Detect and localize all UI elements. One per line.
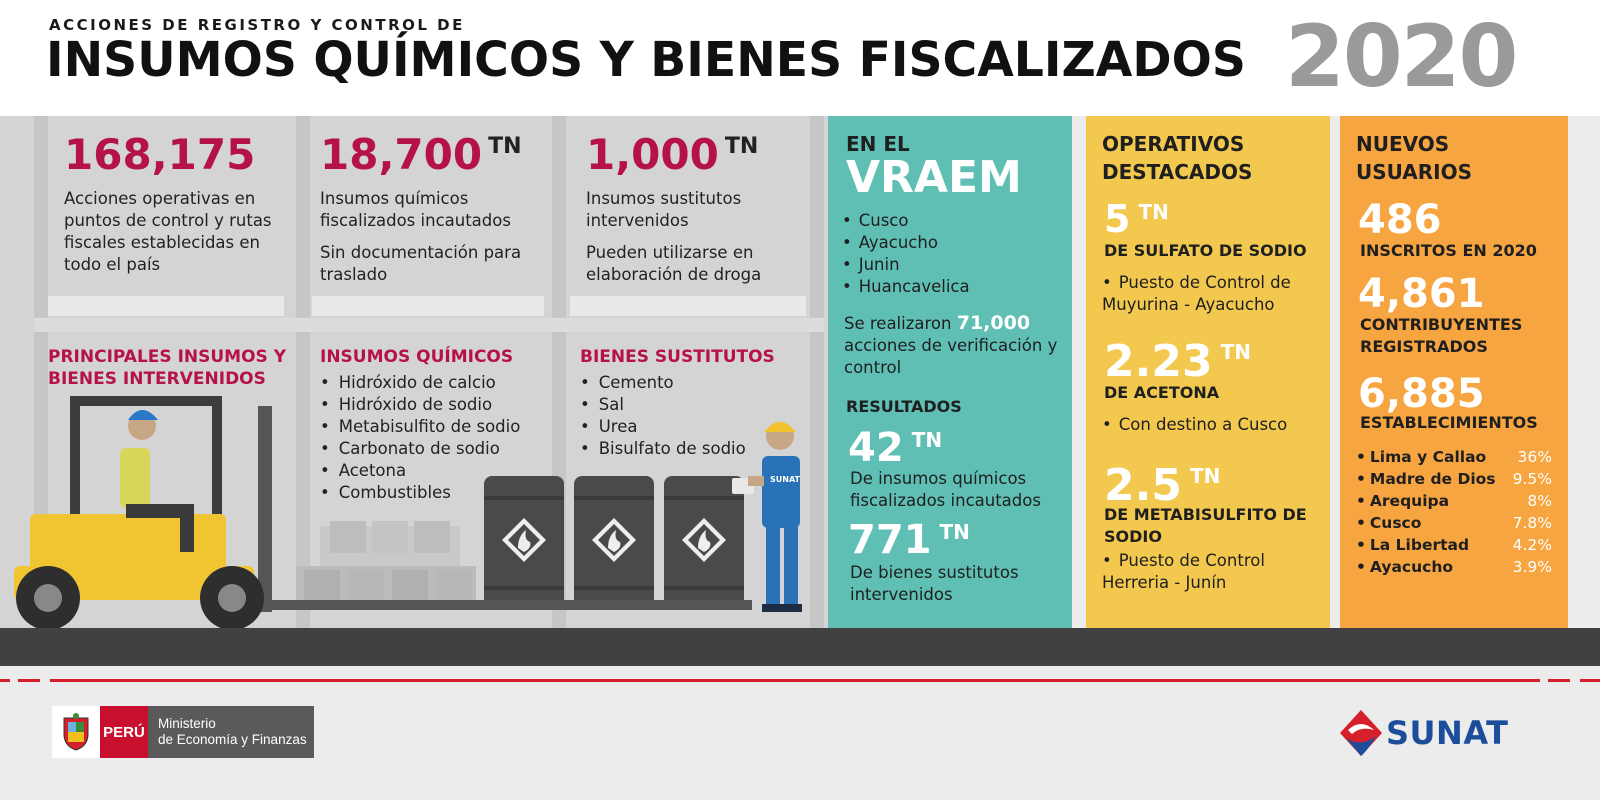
stat-actions-desc: Acciones operativas en puntos de control y rutas fiscales establecidas en todo el país	[64, 189, 272, 274]
header	[0, 0, 1600, 116]
stat-insumos-desc: Insumos químicos fiscalizados incautados	[320, 189, 511, 230]
warehouse-section	[0, 116, 828, 628]
list-item: • Arequipa 8%	[1356, 490, 1552, 512]
operativo2-value: 2.23 $^{TN}$	[1104, 336, 1251, 387]
sunat-wordmark: SUNAT	[1386, 714, 1509, 752]
operativos-title: OPERATIVOS DESTACADOS	[1102, 132, 1253, 184]
barrel-icon	[484, 476, 564, 610]
operativo3-detail-list	[1102, 550, 1326, 594]
operativo1-value: 5 $^{TN}$	[1104, 197, 1169, 241]
vraem-actions: Se realizaron 71,000 acciones de verificación y control	[844, 312, 1058, 377]
list-item: • Combustibles	[320, 482, 520, 504]
list-item: • Acetona	[320, 460, 520, 482]
pallet	[48, 296, 284, 316]
stat-sustitutos-desc2: Pueden utilizarse en elaboración de droga	[586, 243, 762, 284]
operativo2-detail-list	[1102, 414, 1326, 436]
vraem-result1-desc: De insumos químicos fiscalizados incautados	[850, 469, 1041, 510]
stat-actions-value: 168,175	[64, 130, 256, 179]
warehouse-illustration	[0, 386, 828, 628]
usuarios-panel	[1340, 116, 1568, 628]
list-item: • Hidróxido de sodio	[320, 394, 520, 416]
list-item: • Urea	[580, 416, 746, 438]
list-item: • Huancavelica	[842, 276, 970, 298]
list-item: • Sal	[580, 394, 746, 416]
operativo1-label: DE SULFATO DE SODIO	[1104, 241, 1307, 260]
vraem-title: VRAEM	[846, 152, 1022, 203]
usuarios-contribuyentes-value: 4,861	[1358, 271, 1485, 317]
usuarios-establecimientos-label: ESTABLECIMIENTOS	[1360, 413, 1538, 432]
list-item: • Carbonato de sodio	[320, 438, 520, 460]
barrel-icon	[664, 476, 744, 610]
list-item: • Puesto de Control de Muyurina - Ayacucho	[1102, 272, 1326, 316]
stat-insumos-value: 18,700 $^{TN}$	[320, 130, 522, 179]
insumos-quimicos-title: INSUMOS QUÍMICOS	[320, 347, 514, 367]
operativo2-label: DE ACETONA	[1104, 383, 1220, 402]
sunat-logo	[1338, 708, 1508, 758]
shelf-beam	[34, 318, 824, 332]
stat-sustitutos-value: 1,000 $^{TN}$	[586, 130, 759, 179]
list-item: • La Libertad 4.2%	[1356, 534, 1552, 556]
pallet	[570, 296, 806, 316]
list-item: • Junin	[842, 254, 970, 276]
boxes-icon	[296, 521, 476, 610]
operativo3-label: DE METABISULFITO DE SODIO	[1104, 505, 1307, 546]
vraem-panel	[828, 116, 1072, 628]
vraem-label: EN EL	[846, 132, 910, 156]
list-item: • Con destino a Cusco	[1102, 414, 1326, 436]
stat-insumos-desc2: Sin documentación para traslado	[320, 243, 522, 284]
header-title: INSUMOS QUÍMICOS Y BIENES FISCALIZADOS	[46, 32, 1246, 88]
road-strip	[0, 628, 1600, 666]
vraem-region-list	[842, 210, 970, 298]
list-item: • Madre de Dios 9.5%	[1356, 468, 1552, 490]
vraem-result1-value: 42 $^{TN}$	[848, 425, 943, 471]
vraem-results-title: RESULTADOS	[846, 397, 962, 416]
usuarios-establecimientos-value: 6,885	[1358, 371, 1485, 417]
vraem-result2-desc: De bienes sustitutos intervenidos	[850, 563, 1019, 604]
list-item: • Cusco 7.8%	[1356, 512, 1552, 534]
list-item: • Cusco	[842, 210, 970, 232]
header-subtitle: ACCIONES DE REGISTRO Y CONTROL DE	[49, 16, 465, 34]
usuarios-inscritos-label: INSCRITOS EN 2020	[1360, 241, 1537, 260]
vraem-result2-value: 771 $^{TN}$	[848, 517, 970, 563]
coat-of-arms-icon	[52, 706, 100, 758]
barrel-icon	[574, 476, 654, 610]
operativo1-detail-list	[1102, 272, 1326, 316]
list-item: • Ayacucho	[842, 232, 970, 254]
list-item: • Bisulfato de sodio	[580, 438, 746, 460]
usuarios-title: NUEVOS USUARIOS	[1356, 132, 1472, 184]
sunat-logo-icon	[1338, 708, 1384, 758]
footer-divider	[0, 679, 1600, 683]
svg-text:SUNAT: SUNAT	[770, 475, 800, 484]
list-item: • Cemento	[580, 372, 746, 394]
bienes-sustitutos-title: BIENES SUSTITUTOS	[580, 347, 775, 367]
ministry-name: Ministerio de Economía y Finanzas	[158, 716, 307, 747]
stat-sustitutos-desc: Insumos sustitutos intervenidos	[586, 189, 742, 230]
usuarios-inscritos-value: 486	[1358, 197, 1442, 243]
usuarios-contribuyentes-label: CONTRIBUYENTES REGISTRADOS	[1360, 315, 1523, 356]
principales-title: PRINCIPALES INSUMOS Y BIENES INTERVENIDOS	[48, 347, 287, 389]
list-item: • Hidróxido de calcio	[320, 372, 520, 394]
header-year: 2020	[1285, 7, 1517, 107]
list-item: • Metabisulfito de sodio	[320, 416, 520, 438]
operativos-panel	[1086, 116, 1330, 628]
list-item: • Lima y Callao 36%	[1356, 446, 1552, 468]
list-item: • Ayacucho 3.9%	[1356, 556, 1552, 578]
list-item: • Puesto de Control Herreria - Junín	[1102, 550, 1326, 594]
peru-label: PERÚ	[100, 706, 148, 758]
pallet	[312, 296, 544, 316]
operativo3-value: 2.5 $^{TN}$	[1104, 460, 1221, 511]
mef-logo	[52, 706, 314, 758]
